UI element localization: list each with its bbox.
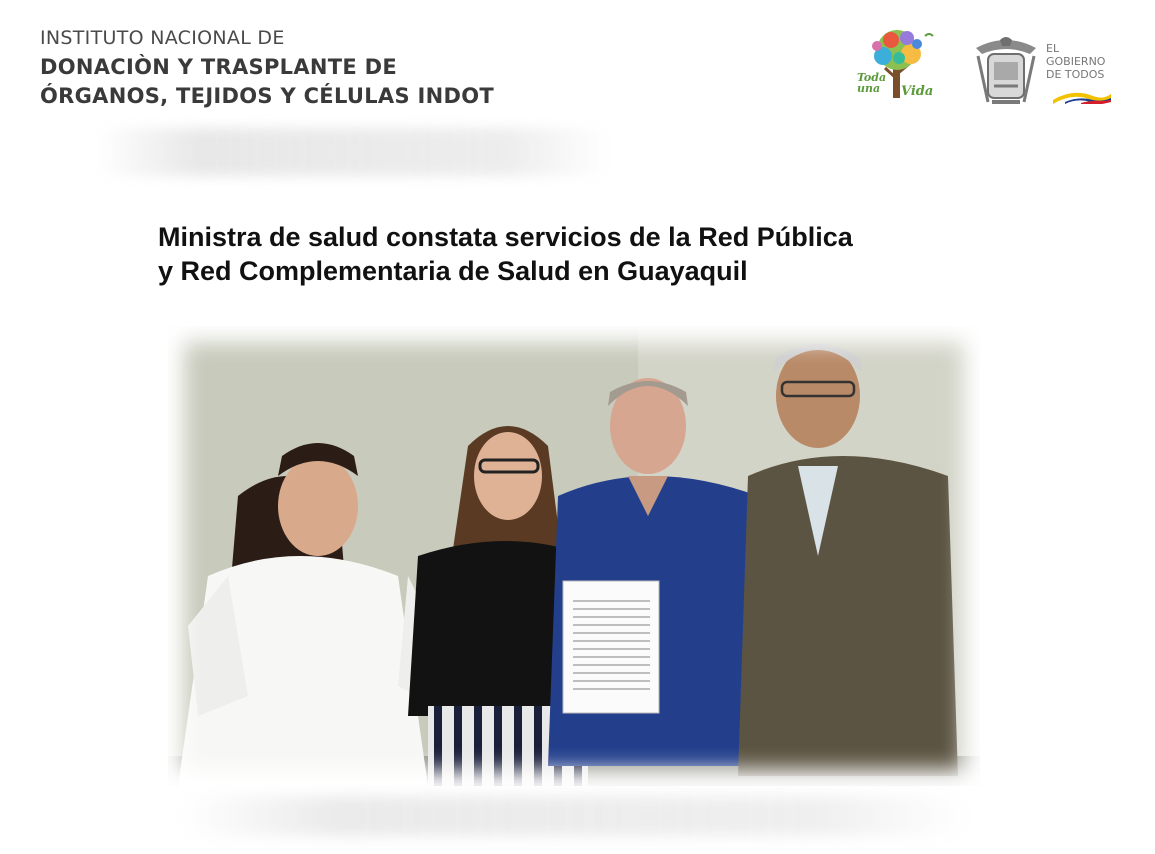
flag-swoosh-icon (1051, 90, 1113, 104)
blurred-caption (180, 796, 970, 836)
document (563, 581, 659, 713)
coat-of-arms-icon (970, 34, 1042, 114)
org-name-line-3: ÓRGANOS, TEJIDOS Y CÉLULAS INDOT (40, 84, 494, 108)
logos-area (855, 28, 1125, 118)
vida-text: Vida (901, 84, 934, 99)
article-title (158, 220, 1038, 288)
org-name-line-1: INSTITUTO NACIONAL DE (40, 27, 285, 49)
toda-una-vida-text: Toda una (857, 71, 887, 95)
article-title-line-1: Ministra de salud constata servicios de la Red Pública (158, 222, 853, 252)
blurred-subheader (95, 128, 610, 176)
org-header (40, 24, 494, 111)
org-name-line-2: DONACIÒN Y TRASPLANTE DE (40, 55, 398, 79)
news-photo (168, 326, 980, 786)
photo-image (168, 326, 980, 786)
gobierno-de-todos-text: EL GOBIERNO DE TODOS (1046, 42, 1106, 81)
article-title-line-2: y Red Complementaria de Salud en Guayaquil (158, 256, 748, 286)
